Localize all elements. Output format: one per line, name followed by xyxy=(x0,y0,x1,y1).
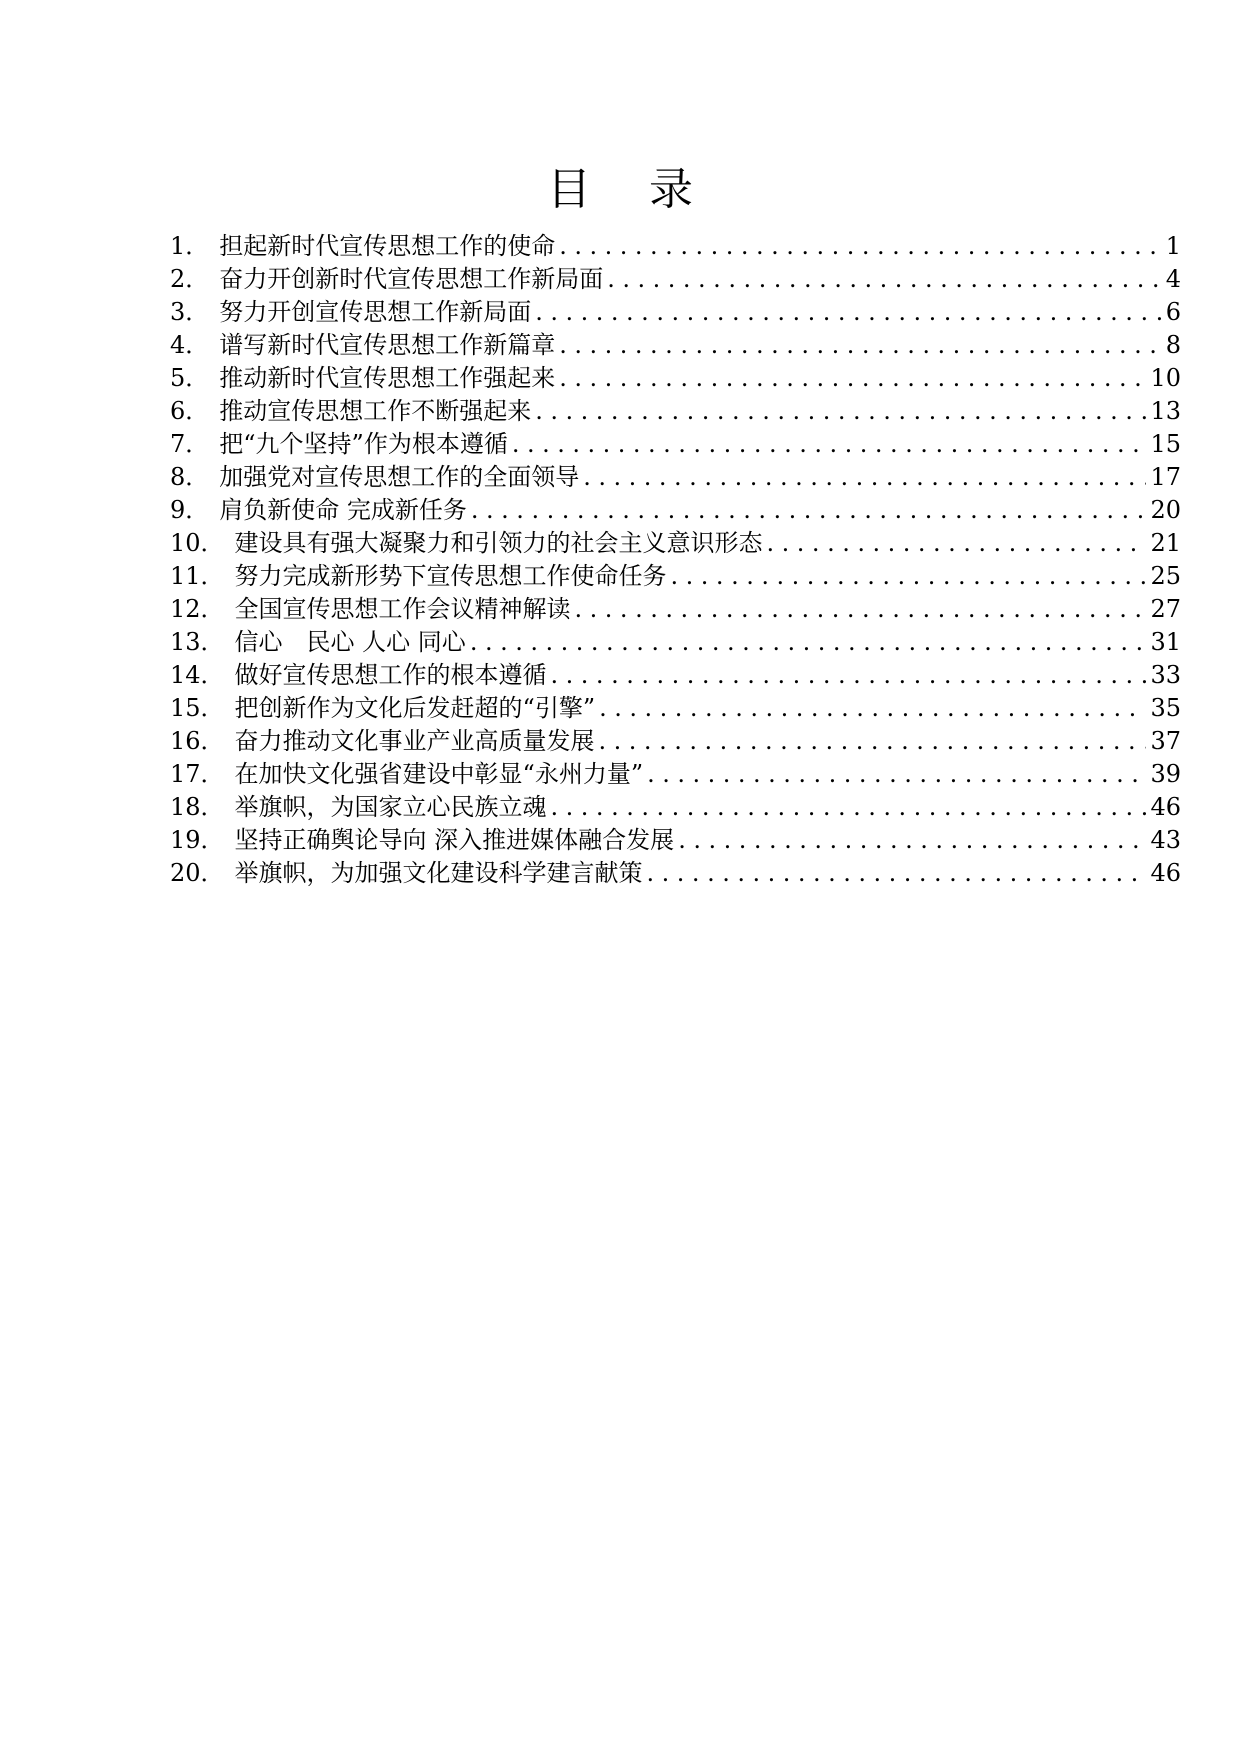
toc-entry-number: 18． xyxy=(170,793,225,821)
toc-entry[interactable] xyxy=(170,296,1181,329)
toc-entry-number: 14． xyxy=(170,661,225,689)
toc-entry-number: 8． xyxy=(170,463,210,491)
toc-dot-leader xyxy=(551,791,1147,824)
toc-entry-page: 8 xyxy=(1165,331,1181,359)
toc-dot-leader xyxy=(599,725,1147,758)
toc-entry-title: 努力完成新形势下宣传思想工作使命任务 xyxy=(234,562,667,590)
toc-entry-number: 13． xyxy=(170,628,225,656)
toc-entry-title: 坚持正确舆论导向 深入推进媒体融合发展 xyxy=(234,826,675,854)
toc-entry-title: 担起新时代宣传思想工作的使命 xyxy=(219,232,556,260)
toc-entry[interactable] xyxy=(170,692,1181,725)
toc-entry-page: 6 xyxy=(1165,298,1181,326)
toc-entry-number: 20． xyxy=(170,859,225,887)
toc-dot-leader xyxy=(559,230,1161,263)
toc-entry[interactable] xyxy=(170,659,1181,692)
toc-entry-number: 10． xyxy=(170,529,225,557)
toc-dot-leader xyxy=(575,593,1147,626)
toc-list xyxy=(170,230,1181,890)
toc-entry-number: 15． xyxy=(170,694,225,722)
toc-entry-title: 信心 民心 人心 同心 xyxy=(234,628,466,656)
toc-entry-title: 加强党对宣传思想工作的全面领导 xyxy=(219,463,580,491)
toc-entry[interactable] xyxy=(170,461,1181,494)
toc-dot-leader xyxy=(470,626,1147,659)
toc-entry-title: 把“九个坚持”作为根本遵循 xyxy=(219,430,508,458)
toc-entry[interactable] xyxy=(170,263,1181,296)
toc-dot-leader xyxy=(535,395,1146,428)
toc-dot-leader xyxy=(583,461,1146,494)
toc-entry-title: 奋力推动文化事业产业高质量发展 xyxy=(234,727,595,755)
toc-entry-title: 把创新作为文化后发赶超的“引擎” xyxy=(234,694,596,722)
toc-entry-page: 35 xyxy=(1150,694,1181,722)
toc-entry[interactable] xyxy=(170,626,1181,659)
toc-dot-leader xyxy=(535,296,1161,329)
toc-entry-title: 全国宣传思想工作会议精神解读 xyxy=(234,595,571,623)
toc-entry-page: 10 xyxy=(1150,364,1181,392)
toc-entry-number: 7． xyxy=(170,430,210,458)
toc-dot-leader xyxy=(647,857,1147,890)
toc-entry-page: 21 xyxy=(1150,529,1181,557)
toc-entry-page: 43 xyxy=(1150,826,1181,854)
toc-dot-leader xyxy=(512,428,1147,461)
toc-entry-page: 4 xyxy=(1165,265,1181,293)
toc-dot-leader xyxy=(559,329,1161,362)
toc-entry-number: 12． xyxy=(170,595,225,623)
toc-entry-title: 肩负新使命 完成新任务 xyxy=(219,496,467,524)
toc-entry-page: 20 xyxy=(1150,496,1181,524)
toc-dot-leader xyxy=(551,659,1147,692)
toc-entry-title: 在加快文化强省建设中彰显“永州力量” xyxy=(234,760,644,788)
toc-entry-number: 1． xyxy=(170,232,210,260)
toc-entry-title: 努力开创宣传思想工作新局面 xyxy=(219,298,532,326)
toc-entry[interactable] xyxy=(170,230,1181,263)
toc-entry[interactable] xyxy=(170,428,1181,461)
toc-entry[interactable] xyxy=(170,395,1181,428)
toc-entry[interactable] xyxy=(170,560,1181,593)
toc-entry-page: 25 xyxy=(1150,562,1181,590)
toc-entry[interactable] xyxy=(170,362,1181,395)
toc-entry-number: 6． xyxy=(170,397,210,425)
toc-entry-title: 举旗帜，为国家立心民族立魂 xyxy=(234,793,547,821)
toc-dot-leader xyxy=(767,527,1147,560)
toc-dot-leader xyxy=(559,362,1146,395)
toc-entry-page: 37 xyxy=(1150,727,1181,755)
toc-entry-title: 举旗帜，为加强文化建设科学建言献策 xyxy=(234,859,643,887)
toc-entry-title: 做好宣传思想工作的根本遵循 xyxy=(234,661,547,689)
toc-entry-page: 17 xyxy=(1150,463,1181,491)
toc-entry-page: 39 xyxy=(1150,760,1181,788)
toc-dot-leader xyxy=(471,494,1147,527)
toc-entry-page: 27 xyxy=(1150,595,1181,623)
toc-entry-number: 9． xyxy=(170,496,210,524)
toc-entry[interactable] xyxy=(170,857,1181,890)
toc-dot-leader xyxy=(599,692,1146,725)
toc-entry-page: 15 xyxy=(1150,430,1181,458)
toc-entry[interactable] xyxy=(170,758,1181,791)
toc-entry[interactable] xyxy=(170,329,1181,362)
toc-entry-page: 13 xyxy=(1150,397,1181,425)
toc-entry-number: 5． xyxy=(170,364,210,392)
toc-entry[interactable] xyxy=(170,824,1181,857)
toc-entry-number: 3． xyxy=(170,298,210,326)
toc-entry[interactable] xyxy=(170,494,1181,527)
toc-entry-page: 1 xyxy=(1165,232,1181,260)
toc-dot-leader xyxy=(647,758,1146,791)
toc-entry[interactable] xyxy=(170,725,1181,758)
toc-dot-leader xyxy=(607,263,1161,296)
toc-entry-number: 11． xyxy=(170,562,225,590)
toc-entry-title: 推动新时代宣传思想工作强起来 xyxy=(219,364,556,392)
toc-entry-title: 谱写新时代宣传思想工作新篇章 xyxy=(219,331,556,359)
toc-entry-title: 建设具有强大凝聚力和引领力的社会主义意识形态 xyxy=(234,529,763,557)
toc-dot-leader xyxy=(678,824,1146,857)
toc-entry[interactable] xyxy=(170,791,1181,824)
toc-entry-page: 46 xyxy=(1150,793,1181,821)
toc-entry-title: 推动宣传思想工作不断强起来 xyxy=(219,397,532,425)
toc-entry-title: 奋力开创新时代宣传思想工作新局面 xyxy=(219,265,604,293)
toc-entry[interactable] xyxy=(170,593,1181,626)
toc-entry-page: 31 xyxy=(1150,628,1181,656)
toc-entry-number: 2． xyxy=(170,265,210,293)
toc-title: 目 录 xyxy=(547,164,715,215)
toc-entry-number: 16． xyxy=(170,727,225,755)
toc-entry-page: 33 xyxy=(1150,661,1181,689)
toc-entry-number: 17． xyxy=(170,760,225,788)
toc-dot-leader xyxy=(671,560,1147,593)
toc-entry-number: 19． xyxy=(170,826,225,854)
toc-entry-number: 4． xyxy=(170,331,210,359)
toc-entry[interactable] xyxy=(170,527,1181,560)
toc-entry-page: 46 xyxy=(1150,859,1181,887)
